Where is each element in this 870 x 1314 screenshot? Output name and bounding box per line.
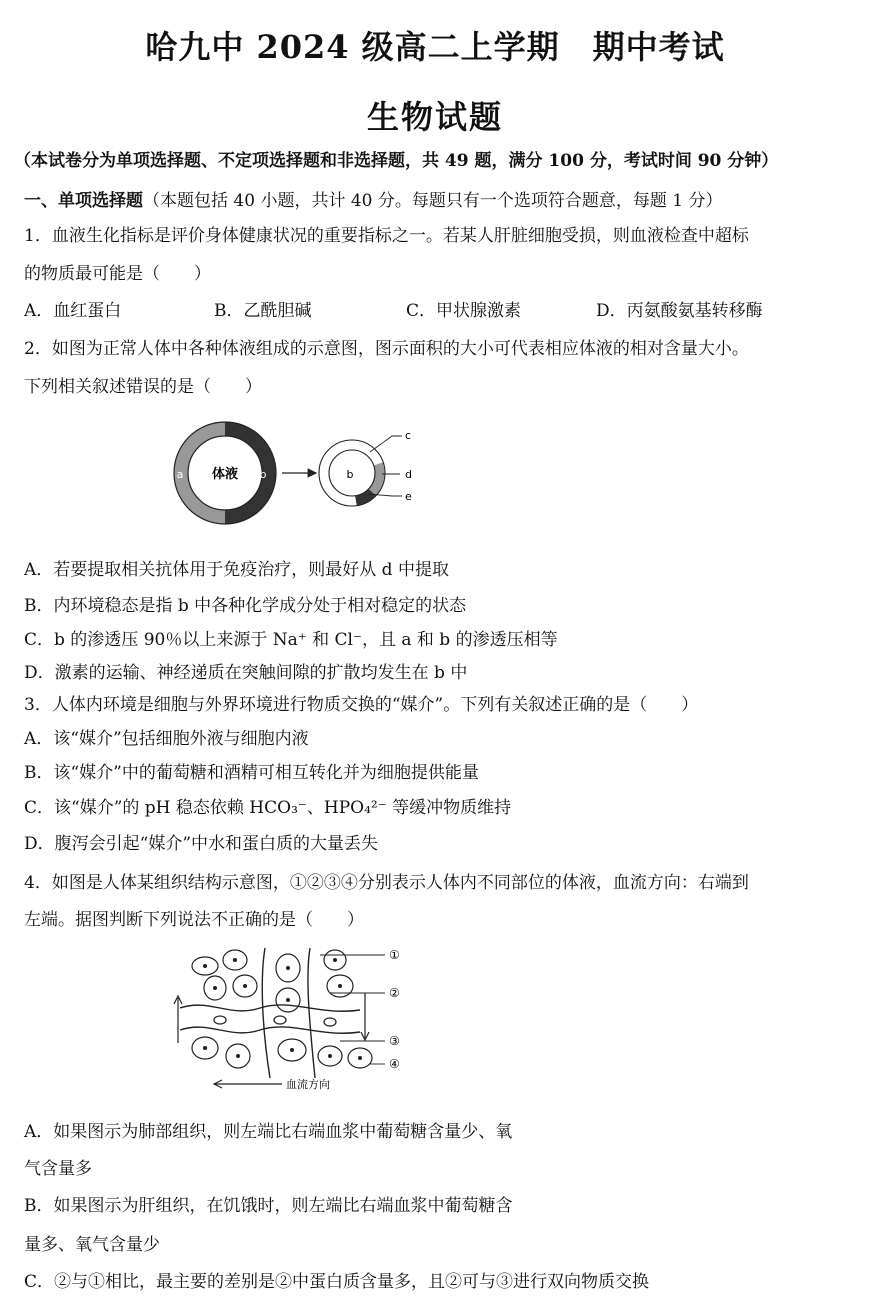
label-fluid-3: ③	[389, 1034, 400, 1048]
q3-option-d: D．腹泻会引起“媒介”中水和蛋白质的大量丢失	[24, 834, 379, 854]
q2-option-b: B．内环境稳态是指 b 中各种化学成分处于相对稳定的状态	[24, 596, 467, 616]
q3-option-b: B．该“媒介”中的葡萄糖和酒精可相互转化并为细胞提供能量	[24, 763, 479, 783]
q1-stem-line1: 1．血液生化指标是评价身体健康状况的重要指标之一。若某人肝脏细胞受损，则血液检查中超标	[24, 226, 749, 246]
label-body-fluid: 体液	[211, 467, 239, 482]
section-heading-row	[24, 186, 723, 211]
exam-note: （本试卷分为单项选择题、不定项选择题和非选择题，共 49 题，满分 100 分，考试时间 90 分钟）	[14, 151, 779, 171]
ring-d	[372, 464, 379, 492]
q3-stem: 3．人体内环境是细胞与外界环境进行物质交换的“媒介”。下列有关叙述正确的是（ ）	[24, 695, 699, 715]
q3-option-c: C．该“媒介”的 pH 稳态依赖 HCO₃⁻、HPO₄²⁻ 等缓冲物质维持	[24, 798, 512, 818]
label-b: b	[259, 468, 267, 481]
label-a: a	[176, 468, 184, 481]
label-blood-flow: 血流方向	[286, 1078, 330, 1091]
label-fluid-4: ④	[389, 1057, 400, 1071]
q1-options	[24, 296, 844, 321]
body-fluid-diagram	[160, 418, 440, 528]
label-fluid-1: ①	[389, 948, 400, 962]
q1-option-d: D．丙氨酸氨基转移酶	[596, 301, 763, 321]
q1-option-a: A．血红蛋白	[24, 301, 122, 321]
section-description: （本题包括 40 小题，共计 40 分。每题只有一个选项符合题意，每题 1 分）	[143, 191, 723, 211]
label-d: d	[405, 468, 412, 481]
exam-title: 哈九中 2024 级高二上学期 期中考试	[145, 28, 725, 66]
tissue-cells	[192, 950, 372, 1068]
q2-stem-line1: 2．如图为正常人体中各种体液组成的示意图，图示面积的大小可代表相应体液的相对含量大小。	[24, 339, 749, 359]
q1-stem-line2: 的物质最可能是（ ）	[24, 264, 211, 284]
ring-e	[356, 492, 372, 501]
q2-stem-line2: 下列相关叙述错误的是（ ）	[24, 377, 262, 397]
tissue-structure-diagram	[170, 938, 415, 1098]
q1-option-b: B．乙酰胆碱	[214, 301, 312, 321]
q4-stem-line2: 左端。据图判断下列说法不正确的是（ ）	[24, 910, 364, 930]
q4-option-a-line2: 气含量多	[24, 1159, 92, 1179]
q1-option-c: C．甲状腺激素	[406, 301, 522, 321]
q2-option-c: C．b 的渗透压 90％以上来源于 Na⁺ 和 Cl⁻，且 a 和 b 的渗透压相等	[24, 630, 558, 650]
q4-option-c: C．②与①相比，最主要的差别是②中蛋白质含量多，且②可与③进行双向物质交换	[24, 1272, 650, 1292]
q4-option-b-line2: 量多、氧气含量少	[24, 1235, 160, 1255]
label-fluid-2: ②	[389, 986, 400, 1000]
label-c: c	[405, 429, 412, 442]
q3-option-a: A．该“媒介”包括细胞外液与细胞内液	[24, 729, 309, 749]
q4-option-b-line1: B．如果图示为肝组织，在饥饿时，则左端比右端血浆中葡萄糖含	[24, 1196, 513, 1216]
q4-option-a-line1: A．如果图示为肺部组织，则左端比右端血浆中葡萄糖含量少、氧	[24, 1122, 513, 1142]
q2-option-d: D．激素的运输、神经递质在突触间隙的扩散均发生在 b 中	[24, 663, 468, 683]
label-e: e	[405, 490, 412, 503]
label-b-inner: b	[346, 468, 354, 481]
q2-option-a: A．若要提取相关抗体用于免疫治疗，则最好从 d 中提取	[24, 560, 449, 580]
section-heading: 一、单项选择题	[24, 191, 143, 211]
q4-stem-line1: 4．如图是人体某组织结构示意图，①②③④分别表示人体内不同部位的体液，血流方向：右端到	[24, 873, 749, 893]
exam-subtitle: 生物试题	[366, 98, 503, 136]
